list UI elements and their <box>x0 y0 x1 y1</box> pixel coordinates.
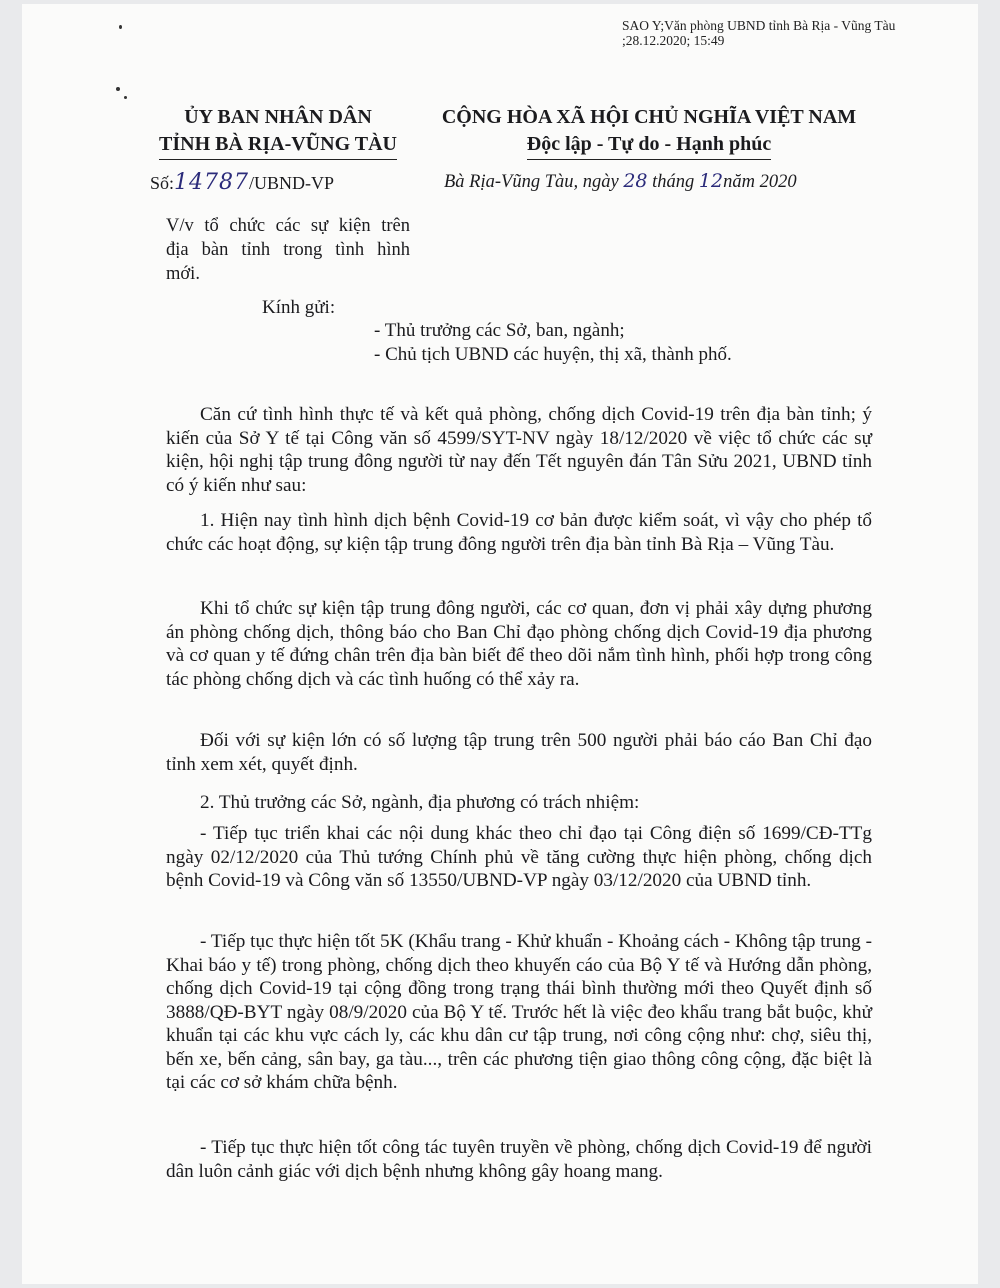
doc-number-suffix: /UBND-VP <box>249 173 335 193</box>
document-number <box>150 170 334 195</box>
subject-line1: V/v tổ chức các sự kiện trên <box>166 216 410 236</box>
recipient-2: - Chủ tịch UBND các huyện, thị xã, thành phố. <box>374 344 732 365</box>
doc-number-handwritten: 14787 <box>174 170 250 195</box>
place-date-day: 28 <box>623 170 648 192</box>
scan-speck <box>116 87 120 91</box>
agency-line1: ỦY BAN NHÂN DÂN <box>184 106 372 128</box>
agency-line2: TỈNH BÀ RỊA-VŨNG TÀU <box>159 131 397 160</box>
body-paragraph-2: 1. Hiện nay tình hình dịch bệnh Covid-19 cơ bản được kiểm soát, vì vậy cho phép tổ chức các hoạt động, sự kiện tập trung đông người trên địa bàn tỉnh Bà Rịa – Vũng Tàu. <box>166 510 872 555</box>
place-date-month-label: tháng <box>652 172 695 192</box>
body-paragraph-8: - Tiếp tục thực hiện tốt công tác tuyên truyền về phòng, chống dịch Covid-19 để người dân luôn cảnh giác với dịch bệnh nhưng không gây hoang mang. <box>166 1137 872 1182</box>
subject-line2: địa bàn tỉnh trong tình hình <box>166 240 410 260</box>
agency-header <box>128 104 428 160</box>
body-paragraph-1: Căn cứ tình hình thực tế và kết quả phòng, chống dịch Covid-19 trên địa bàn tỉnh; ý kiến của Sở Y tế tại Công văn số 4599/SYT-NV ngày 18/12/2020 về việc tổ chức các sự kiện, hội nghị tập trung đông người từ nay đến Tết nguyên đán Tân Sửu 2021, UBND tỉnh có ý kiến như sau: <box>166 404 872 496</box>
copy-stamp-line2: ;28.12.2020; 15:49 <box>622 33 725 48</box>
copy-stamp-line1: SAO Y;Văn phòng UBND tỉnh Bà Rịa - Vũng Tàu <box>622 18 896 33</box>
subject-line3: mới. <box>166 264 200 284</box>
body-paragraph-7: - Tiếp tục thực hiện tốt 5K (Khẩu trang - Khử khuẩn - Khoảng cách - Không tập trung - Khai báo y tế) trong phòng, chống dịch theo khuyến cáo của Bộ Y tế và Hướng dẫn phòng, chống dịch Covid-19 tại cộng đồng trong trạng thái bình thường mới theo Quyết định số 3888/QĐ-BYT ngày 08/9/2020 của Bộ Y tế. Trước hết là việc đeo khẩu trang bắt buộc, khử khuẩn tại các khu vực cách ly, các khu dân cư tập trung, nơi công cộng như: chợ, siêu thị, bến xe, bến cảng, sân bay, ga tàu..., trên các phương tiện giao thông công cộng, đặc biệt là tại các cơ sở khám chữa bệnh. <box>166 931 872 1093</box>
body-paragraph-3: Khi tổ chức sự kiện tập trung đông người, các cơ quan, đơn vị phải xây dựng phương án phòng chống dịch, thông báo cho Ban Chỉ đạo phòng chống dịch Covid-19 địa phương và cơ quan y tế đứng chân trên địa bàn biết để theo dõi nắm tình hình, phối hợp trong công tác phòng chống dịch và các tình huống có thể xảy ra. <box>166 598 872 690</box>
national-motto: Độc lập - Tự do - Hạnh phúc <box>527 131 771 160</box>
body-paragraph-5: 2. Thủ trưởng các Sở, ngành, địa phương có trách nhiệm: <box>200 792 640 813</box>
scan-speck <box>124 96 127 99</box>
nation-title: CỘNG HÒA XÃ HỘI CHỦ NGHĨA VIỆT NAM <box>441 106 857 128</box>
doc-number-prefix: Số: <box>150 173 175 193</box>
subject-line <box>166 214 410 286</box>
scan-speck <box>119 25 122 29</box>
copy-stamp <box>622 18 895 48</box>
place-date-year: năm 2020 <box>723 172 797 192</box>
salutation-label: Kính gửi: <box>262 297 336 318</box>
national-header <box>390 104 908 160</box>
body-paragraph-6: - Tiếp tục triển khai các nội dung khác theo chỉ đạo tại Công điện số 1699/CĐ-TTg ngày 02/12/2020 của Thủ tướng Chính phủ về tăng cường thực hiện phòng, chống dịch bệnh Covid-19 và Công văn số 13550/UBND-VP ngày 03/12/2020 của UBND tỉnh. <box>166 823 872 891</box>
place-date-month: 12 <box>698 170 724 192</box>
body-paragraph-4: Đối với sự kiện lớn có số lượng tập trung trên 500 người phải báo cáo Ban Chỉ đạo tỉnh xem xét, quyết định. <box>166 730 872 775</box>
place-date-prefix: Bà Rịa-Vũng Tàu, ngày <box>444 172 619 192</box>
place-date <box>444 170 797 193</box>
recipient-1: - Thủ trưởng các Sở, ban, ngành; <box>374 320 625 341</box>
